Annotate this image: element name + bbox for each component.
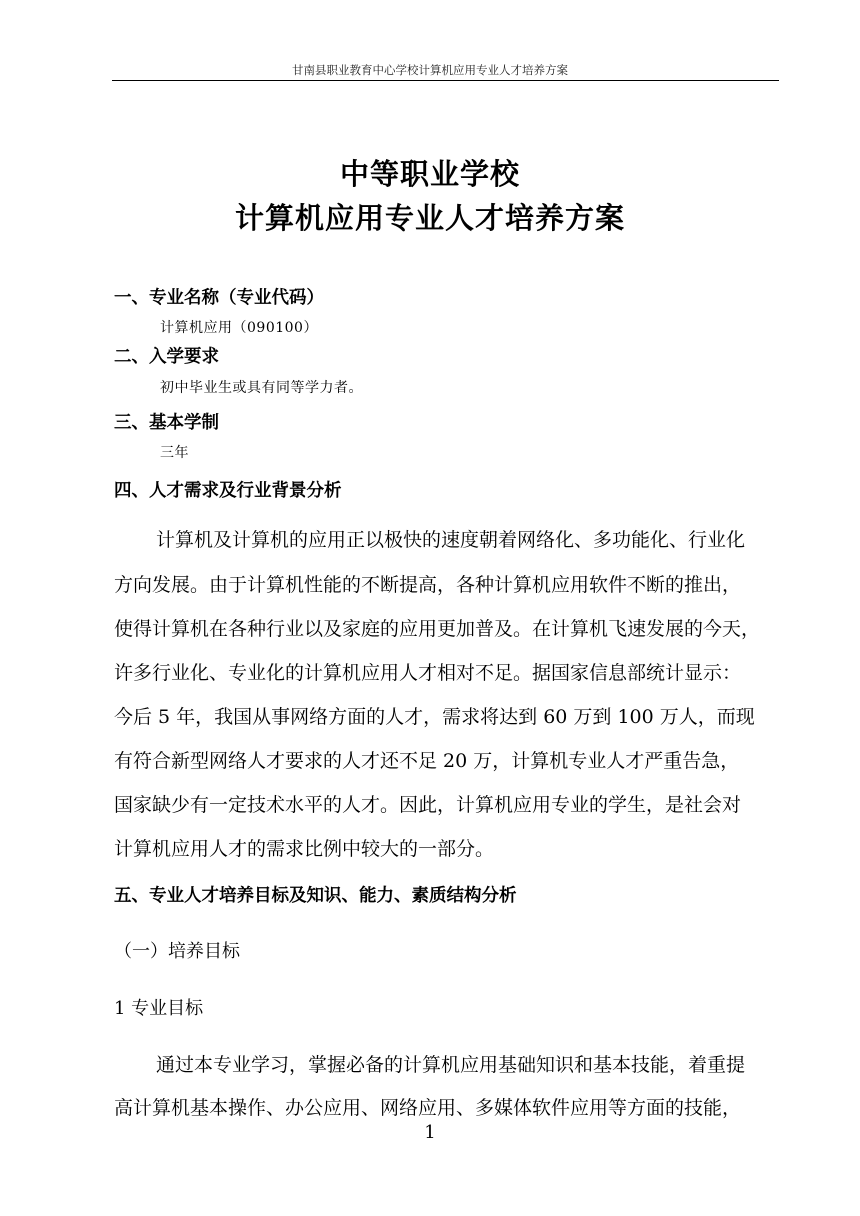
- section-2-text: 初中毕业生或具有同等学力者。: [160, 380, 363, 396]
- section-1-text: 计算机应用（090100）: [160, 320, 318, 336]
- header-rule: [112, 80, 779, 81]
- section-4-heading: 四、人才需求及行业背景分析: [114, 481, 342, 501]
- paragraph-line: 计算机应用人才的需求比例中较大的一部分。: [114, 838, 495, 860]
- paragraph-line: 今后 5 年，我国从事网络方面的人才，需求将达到 60 万到 100 万人，而现: [114, 706, 755, 728]
- doc-title-line2: 计算机应用专业人才培养方案: [234, 201, 625, 235]
- doc-title-line1: 中等职业学校: [339, 157, 520, 191]
- section-3-text: 三年: [160, 445, 189, 461]
- section-1-heading: 一、专业名称（专业代码）: [114, 288, 324, 308]
- paragraph-line: 国家缺少有一定技术水平的人才。因此，计算机应用专业的学生，是社会对: [114, 794, 742, 816]
- subsubsection-heading: 1 专业目标: [114, 998, 204, 1019]
- section-5-heading: 五、专业人才培养目标及知识、能力、素质结构分析: [114, 886, 517, 906]
- section-2-heading: 二、入学要求: [114, 347, 219, 367]
- paragraph-line: 许多行业化、专业化的计算机应用人才相对不足。据国家信息部统计显示：: [114, 662, 742, 684]
- paragraph-line: 有符合新型网络人才要求的人才还不足 20 万，计算机专业人才严重告急，: [114, 750, 740, 772]
- paragraph-line: 方向发展。由于计算机性能的不断提高，各种计算机应用软件不断的推出，: [114, 574, 742, 596]
- running-header: 甘南县职业教育中心学校计算机应用专业人才培养方案: [292, 63, 568, 77]
- paragraph-line: 通过本专业学习，掌握必备的计算机应用基础知识和基本技能，着重提: [156, 1054, 746, 1076]
- page-number: 1: [424, 1122, 436, 1143]
- paragraph-line: 使得计算机在各种行业以及家庭的应用更加普及。在计算机飞速发展的今天，: [114, 618, 761, 640]
- section-3-heading: 三、基本学制: [114, 413, 219, 433]
- paragraph-line: 高计算机基本操作、办公应用、网络应用、多媒体软件应用等方面的技能，: [114, 1097, 742, 1119]
- subsection-heading: （一）培养目标: [114, 941, 240, 962]
- paragraph-line: 计算机及计算机的应用正以极快的速度朝着网络化、多功能化、行业化: [156, 529, 746, 551]
